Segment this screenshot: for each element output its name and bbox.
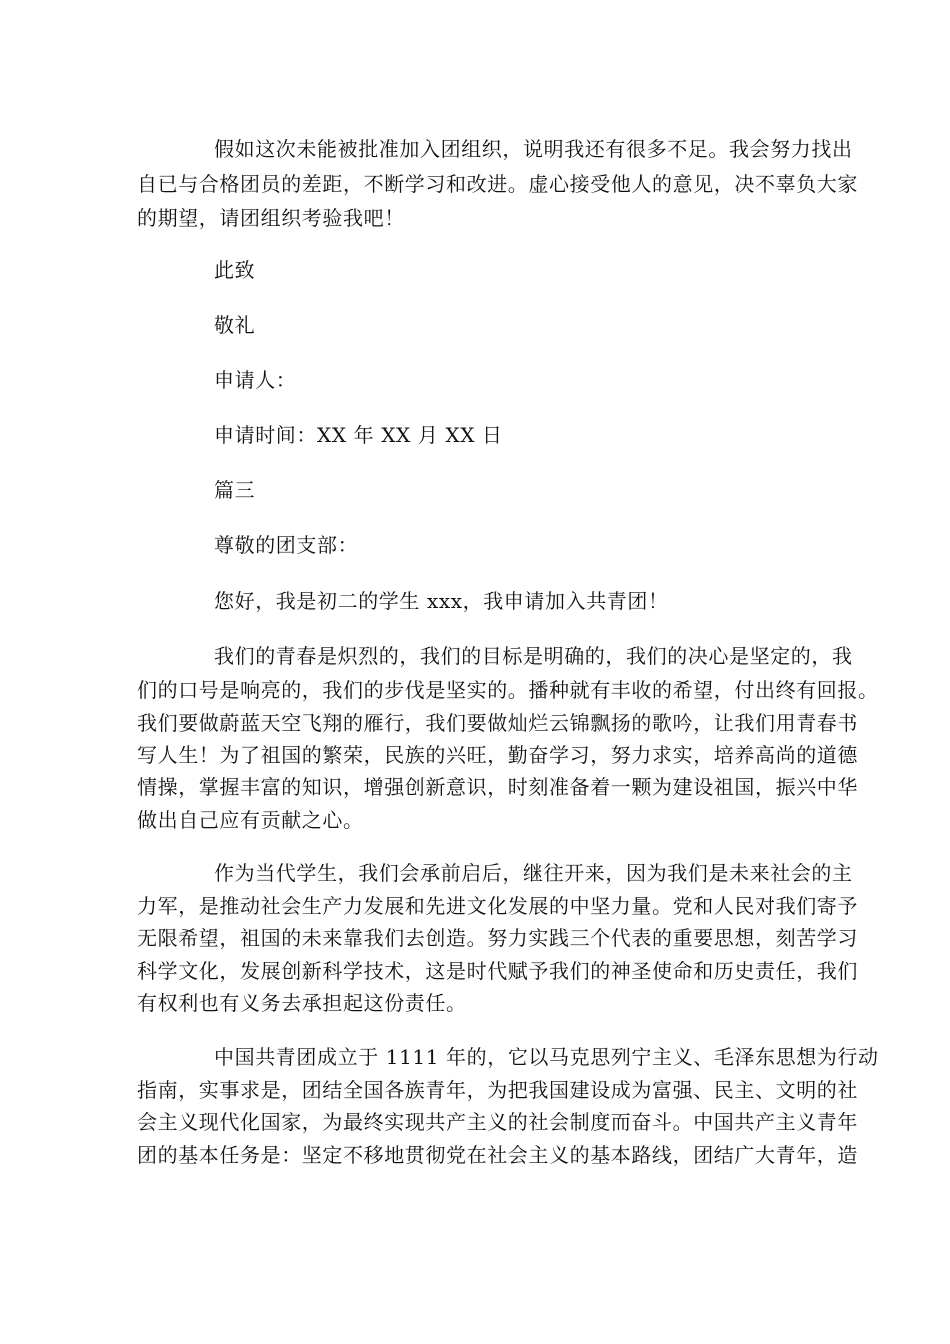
paragraph-line: 做出自己应有贡献之心。 [137,808,364,832]
paragraph-line: 会主义现代化国家，为最终实现共产主义的社会制度而奋斗。中国共产主义青年 [137,1110,858,1134]
greeting: 您好，我是初二的学生 xxx，我申请加入共青团！ [214,589,669,613]
application-date: 申请时间：XX 年 XX 月 XX 日 [214,423,503,447]
paragraph-line: 中国共青团成立于 1111 年的，它以马克思列宁主义、毛泽东思想为行动 [214,1045,879,1069]
paragraph-line: 作为当代学生，我们会承前启后，继往开来，因为我们是未来社会的主 [214,861,853,885]
paragraph-line: 团的基本任务是：坚定不移地贯彻党在社会主义的基本路线，团结广大青年，造 [137,1143,858,1167]
paragraph-line: 的期望，请团组织考验我吧！ [137,206,405,230]
applicant-label: 申请人： [214,368,297,392]
paragraph-line: 我们的青春是炽烈的，我们的目标是明确的，我们的决心是坚定的，我 [214,644,853,668]
paragraph-line: 自已与合格团员的差距，不断学习和改进。虚心接受他人的意见，决不辜负大家 [137,172,858,196]
closing-text: 此致 [214,258,256,282]
paragraph-line: 假如这次未能被批准加入团组织，说明我还有很多不足。我会努力找出 [214,137,853,161]
paragraph-line: 有权利也有义务去承担起这份责任。 [137,991,467,1015]
paragraph-line: 情操，掌握丰富的知识，增强创新意识，时刻准备着一颗为建设祖国，振兴中华 [137,775,858,799]
paragraph-line: 力军，是推动社会生产力发展和先进文化发展的中坚力量。党和人民对我们寄予 [137,894,858,918]
paragraph-line: 我们要做蔚蓝天空飞翔的雁行，我们要做灿烂云锦飘扬的歌吟，让我们用青春书 [137,711,858,735]
salutation: 尊敬的团支部： [214,533,359,557]
section-title: 篇三 [214,478,256,502]
paragraph-line: 写人生！为了祖国的繁荣，民族的兴旺，勤奋学习，努力求实，培养高尚的道德 [137,743,858,767]
paragraph-line: 科学文化，发展创新科学技术，这是时代赋予我们的神圣使命和历史责任，我们 [137,959,858,983]
paragraph-line: 们的口号是响亮的，我们的步伐是坚实的。播种就有丰收的希望，付出终有回报。 [137,678,879,702]
paragraph-line: 无限希望，祖国的未来靠我们去创造。努力实践三个代表的重要思想，刻苦学习 [137,926,858,950]
closing-text: 敬礼 [214,313,256,337]
paragraph-line: 指南，实事求是，团结全国各族青年，为把我国建设成为富强、民主、文明的社 [137,1078,858,1102]
